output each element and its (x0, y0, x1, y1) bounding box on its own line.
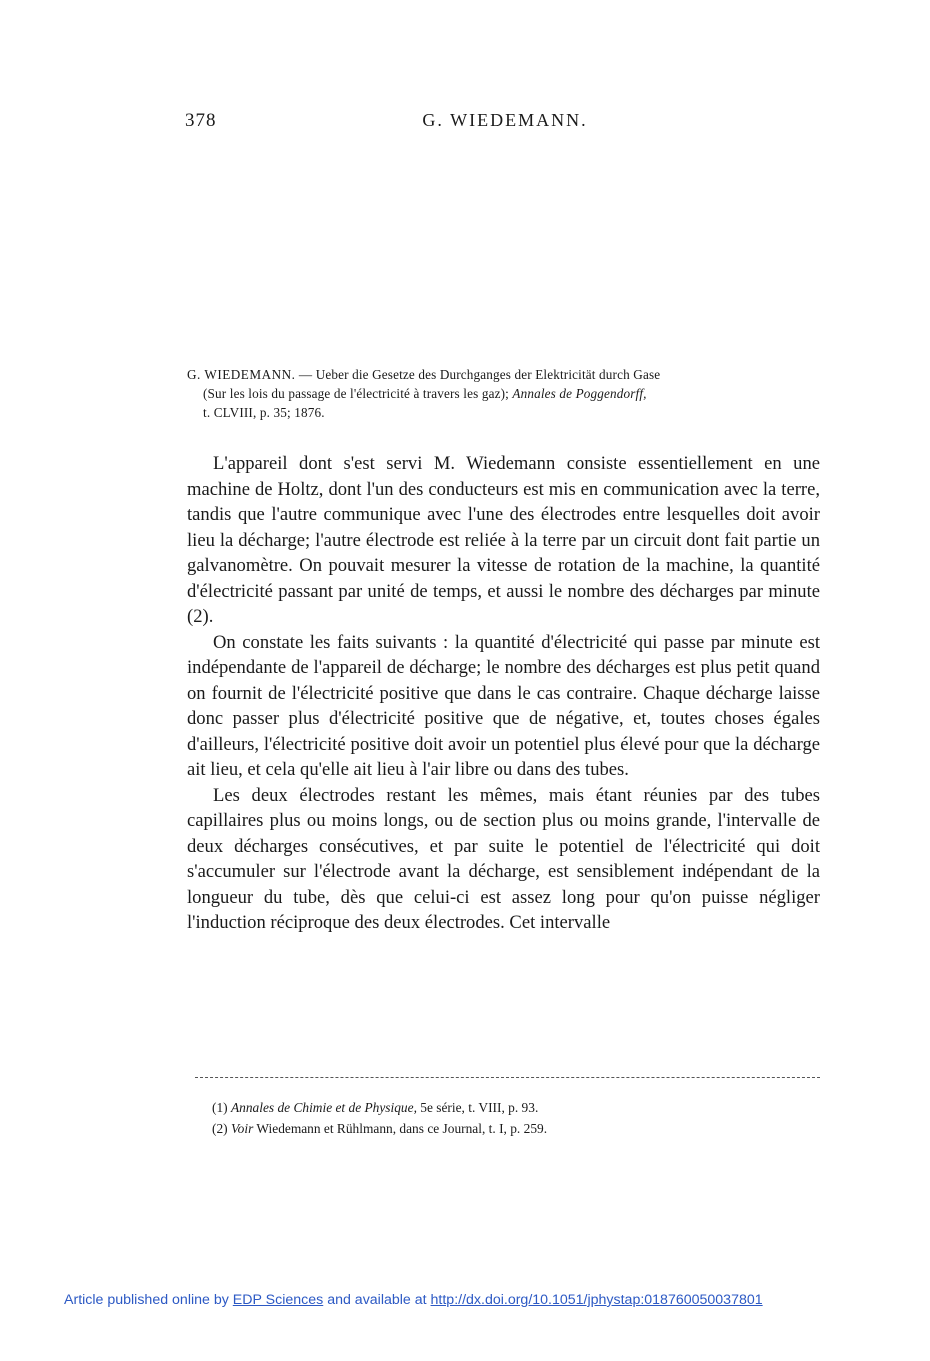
publisher-link[interactable]: EDP Sciences (232, 1292, 324, 1308)
citation-dash: — (295, 367, 316, 382)
footnote-separator (195, 1077, 820, 1078)
footnote-2-mark: (2) (212, 1121, 228, 1136)
footnote-2-text: Wiedemann et Rühlmann, dans ce Journal, t. I, p. 259. (256, 1121, 548, 1136)
paragraph-1-end: . (208, 606, 214, 627)
publisher-notice-prefix: Article published online by (64, 1292, 229, 1308)
paragraph-1 (187, 451, 820, 630)
doi-link[interactable]: http://dx.doi.org/10.1051/jphystap:018760050037801 (430, 1292, 763, 1308)
paragraph-1-text: L'appareil dont s'est servi M. Wiedemann consiste essentiellement en une machine de Holtz, dont l'un des conducteurs est mis en communication avec la terre, tandis que l'autre communique avec l'une des électrodes entre lesquelles doit avoir lieu la décharge; l'autre électrode est reliée à la terre par un circuit dont fait partie un galvanomètre. On pouvait mesurer la vitesse de rotation de la machine, la quantité d'électricité passant par unité de temps, et aussi le nombre des décharges par minute (187, 453, 820, 602)
bibliographic-citation (187, 365, 819, 422)
footnote-1-text: 5e série, t. VIII, p. 93. (420, 1100, 539, 1115)
footnote-2 (212, 1118, 812, 1139)
running-title: G. WIEDEMANN. (422, 110, 588, 130)
citation-title-de: Ueber die Gesetze des Durchganges der Elektricität durch Gase (315, 367, 661, 382)
citation-author: G. WIEDEMANN. (187, 367, 296, 382)
footnote-1-mark: (1) (212, 1100, 228, 1115)
footnote-1-italic: Annales de Chimie et de Physique, (230, 1100, 417, 1115)
publisher-notice (64, 1292, 763, 1308)
page-number: 378 (185, 110, 217, 131)
paragraph-3: Les deux électrodes restant les mêmes, mais étant réunies par des tubes capillaires plus ou moins longs, ou de section plus ou moins grande, l'intervalle de deux décharges consécutives, et par suite le potentiel de l'électricité qui doit s'accumuler sur l'électrode avant la décharge, est sensiblement indépendant de la longueur du tube, dès que celui-ci est assez long pour qu'on puisse négliger l'induction réciproque des deux électrodes. Cet intervalle (187, 784, 820, 933)
publisher-notice-middle: and available at (327, 1292, 427, 1308)
footnotes (212, 1097, 812, 1139)
citation-volume: t. CLVIII, p. 35; 1876. (203, 405, 325, 420)
footnote-ref-2: (2) (187, 606, 209, 627)
footnote-1 (212, 1097, 812, 1118)
citation-title-fr: (Sur les lois du passage de l'électricité à travers les gaz); (203, 386, 509, 401)
citation-journal: Annales de Poggendorff, (512, 386, 647, 401)
running-head (185, 110, 825, 140)
paragraph-2: On constate les faits suivants : la quantité d'électricité qui passe par minute est indépendante de l'appareil de décharge; le nombre des décharges est plus petit quand on fournit de l'électricité positive que dans le cas contraire. Chaque décharge laisse donc passer plus d'électricité positive que de négative, et, toutes choses égales d'ailleurs, l'électricité positive doit avoir un potentiel plus élevé pour que la décharge ait lieu, et cela qu'elle ait lieu à l'air libre ou dans des tubes. (187, 631, 820, 780)
article-body (187, 451, 820, 936)
footnote-2-italic: Voir (230, 1121, 254, 1136)
